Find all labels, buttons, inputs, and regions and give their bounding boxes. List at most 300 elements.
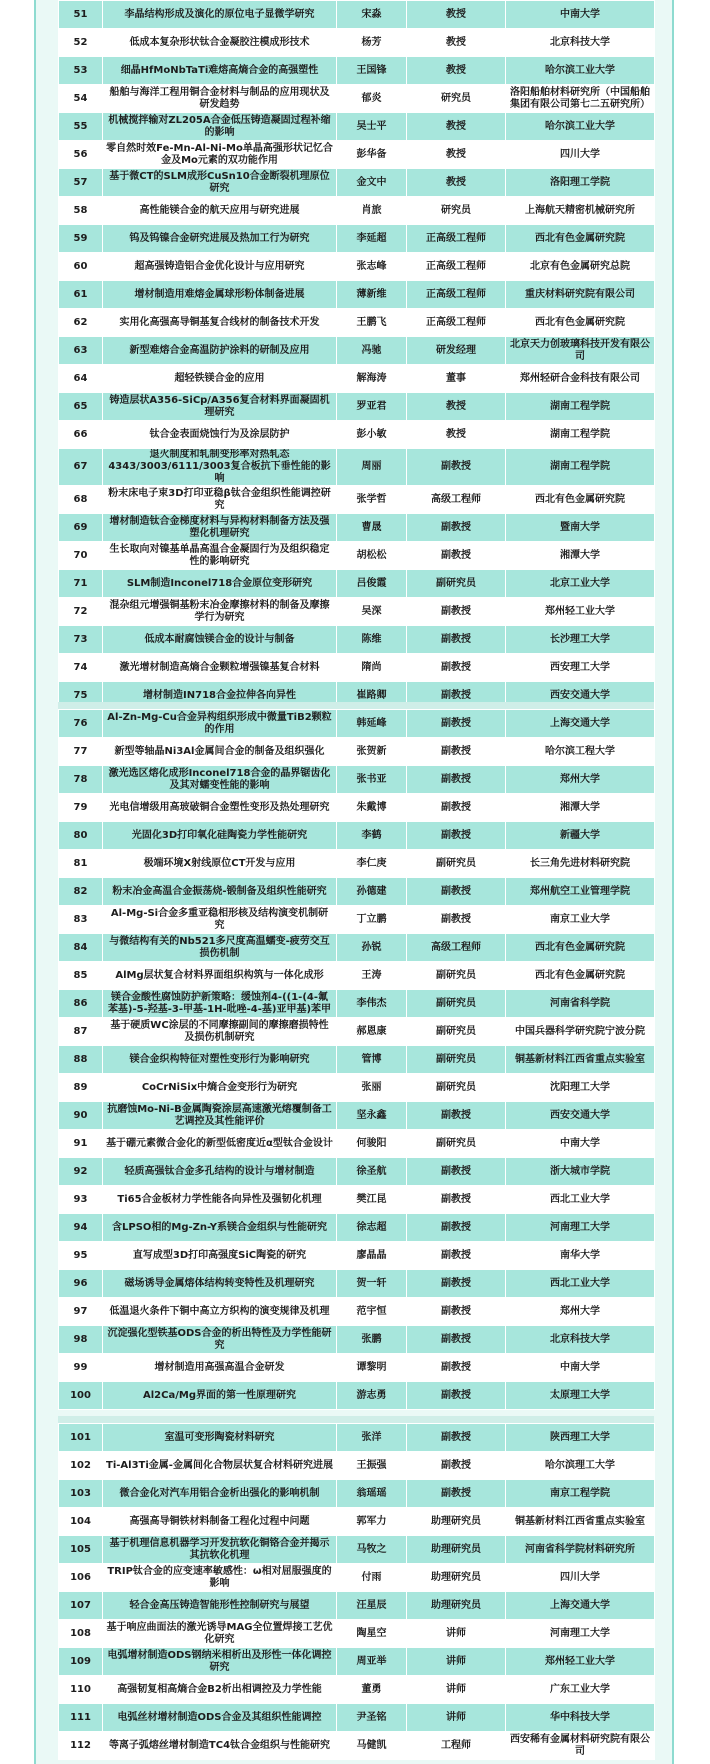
speaker-title: 副教授 (407, 794, 506, 822)
talk-title: 超轻铁镁合金的应用 (103, 365, 337, 393)
speaker-name: 李仁庚 (337, 850, 407, 878)
speaker-title: 教授 (407, 57, 506, 85)
talk-title: 沉淀强化型铁基ODS合金的析出特性及力学性能研究 (103, 1326, 337, 1354)
row-number: 51 (59, 1, 103, 29)
talk-title: 实用化高强高导铜基复合线材的制备技术开发 (103, 309, 337, 337)
speaker-name: 周丽 (337, 449, 407, 486)
talk-title: 超高强铸造铝合金优化设计与应用研究 (103, 253, 337, 281)
table-row (59, 197, 655, 225)
speaker-title: 助理研究员 (407, 1592, 506, 1620)
speaker-name: 徐圣航 (337, 1158, 407, 1186)
speaker-title: 副教授 (407, 682, 506, 710)
row-number: 74 (59, 654, 103, 682)
institution: 哈尔滨工业大学 (506, 113, 655, 141)
talk-title: 光固化3D打印氧化硅陶瓷力学性能研究 (103, 822, 337, 850)
talk-title: 直写成型3D打印高强度SiC陶瓷的研究 (103, 1242, 337, 1270)
talk-title: 船舶与海洋工程用铜合金材料与制品的应用现状及研发趋势 (103, 85, 337, 113)
row-number: 64 (59, 365, 103, 393)
speaker-title: 讲师 (407, 1704, 506, 1732)
speaker-name: 李伟杰 (337, 990, 407, 1018)
table-row (59, 850, 655, 878)
table-row (59, 393, 655, 421)
institution: 沈阳理工大学 (506, 1074, 655, 1102)
table-row (59, 1046, 655, 1074)
row-number: 89 (59, 1074, 103, 1102)
table-row (59, 990, 655, 1018)
row-number: 105 (59, 1536, 103, 1564)
row-number: 56 (59, 141, 103, 169)
talk-title: 高性能镁合金的航天应用与研究进展 (103, 197, 337, 225)
institution: 西北有色金属研究院 (506, 934, 655, 962)
speaker-title: 副教授 (407, 1382, 506, 1410)
speaker-title: 讲师 (407, 1648, 506, 1676)
talk-title: 零自然时效Fe-Mn-Al-Ni-Mo单晶高强形状记忆合金及Mo元素的双功能作用 (103, 141, 337, 169)
talk-title: 增材制造用高强高温合金研发 (103, 1354, 337, 1382)
row-number: 54 (59, 85, 103, 113)
institution: 河南省科学院材料研究所 (506, 1536, 655, 1564)
speaker-title: 副研究员 (407, 962, 506, 990)
institution: 南京工业大学 (506, 906, 655, 934)
speaker-title: 副研究员 (407, 850, 506, 878)
speaker-title: 正高级工程师 (407, 281, 506, 309)
speaker-title: 副教授 (407, 542, 506, 570)
institution: 湖南工程学院 (506, 421, 655, 449)
speaker-title: 副教授 (407, 878, 506, 906)
row-number: 70 (59, 542, 103, 570)
row-number: 94 (59, 1214, 103, 1242)
row-number: 100 (59, 1382, 103, 1410)
speaker-name: 尹圣铭 (337, 1704, 407, 1732)
speaker-name: 冯驰 (337, 337, 407, 365)
speaker-name: 隋尚 (337, 654, 407, 682)
talk-title: 李晶结构形成及演化的原位电子显微学研究 (103, 1, 337, 29)
table-row (59, 1592, 655, 1620)
row-number: 91 (59, 1130, 103, 1158)
section-divider (58, 1416, 654, 1423)
talk-title: 光电信增级用高玻破铜合金塑性变形及热处理研究 (103, 794, 337, 822)
speaker-title: 研发经理 (407, 337, 506, 365)
table-row (59, 878, 655, 906)
speaker-title: 副教授 (407, 449, 506, 486)
talk-table (58, 0, 655, 710)
row-number: 106 (59, 1564, 103, 1592)
institution: 湖南工程学院 (506, 393, 655, 421)
row-number: 112 (59, 1732, 103, 1760)
table-row (59, 822, 655, 850)
talk-title: 基于微CT的SLM成形CuSn10合金断裂机理原位研究 (103, 169, 337, 197)
speaker-title: 副教授 (407, 822, 506, 850)
row-number: 109 (59, 1648, 103, 1676)
speaker-title: 研究员 (407, 197, 506, 225)
speaker-name: 樊江昆 (337, 1186, 407, 1214)
speaker-title: 副研究员 (407, 990, 506, 1018)
table-row (59, 1424, 655, 1452)
table-row (59, 794, 655, 822)
row-number: 57 (59, 169, 103, 197)
institution: 西北工业大学 (506, 1270, 655, 1298)
speaker-name: 翁瑶瑶 (337, 1480, 407, 1508)
row-number: 65 (59, 393, 103, 421)
row-number: 98 (59, 1326, 103, 1354)
talk-title: 激光增材制造高熵合金颗粒增强镍基复合材料 (103, 654, 337, 682)
table-row (59, 514, 655, 542)
speaker-name: 王国锋 (337, 57, 407, 85)
speaker-name: 张丽 (337, 1074, 407, 1102)
institution: 哈尔滨理工大学 (506, 1452, 655, 1480)
talk-title: 钨及钨镍合金研究进展及热加工行为研究 (103, 225, 337, 253)
talk-title: 镁合金酸性腐蚀防护新策略：缓蚀剂4-((1-(4-氟苯基)-5-羟基-3-甲基-1H-吡唑-4-基)亚甲基)苯甲 (103, 990, 337, 1018)
speaker-name: 张鹏 (337, 1326, 407, 1354)
institution: 西北有色金属研究院 (506, 962, 655, 990)
speaker-title: 副教授 (407, 710, 506, 738)
table-row (59, 253, 655, 281)
talk-title: Al-Mg-Si合金多重亚稳相形核及结构演变机制研究 (103, 906, 337, 934)
speaker-title: 教授 (407, 393, 506, 421)
institution: 郑州大学 (506, 1298, 655, 1326)
talk-title: 磁场诱导金属熔体结构转变特性及机理研究 (103, 1270, 337, 1298)
speaker-title: 副教授 (407, 1102, 506, 1130)
institution: 中南大学 (506, 1354, 655, 1382)
talk-title: 增材制造用难熔金属球形粉体制备进展 (103, 281, 337, 309)
speaker-name: 宋淼 (337, 1, 407, 29)
row-number: 107 (59, 1592, 103, 1620)
talk-title: 高强高导铜铁材料制备工程化过程中问题 (103, 1508, 337, 1536)
row-number: 76 (59, 710, 103, 738)
table-section-1 (58, 0, 654, 710)
table-row (59, 1452, 655, 1480)
institution: 重庆材料研究院有限公司 (506, 281, 655, 309)
talk-title: 新型等轴晶Ni3Al金属间合金的制备及组织强化 (103, 738, 337, 766)
row-number: 97 (59, 1298, 103, 1326)
talk-title: 轻合金高压铸造智能形性控制研究与展望 (103, 1592, 337, 1620)
speaker-title: 助理研究员 (407, 1564, 506, 1592)
speaker-name: 郁炎 (337, 85, 407, 113)
speaker-title: 助理研究员 (407, 1508, 506, 1536)
institution: 洛阳理工学院 (506, 169, 655, 197)
speaker-name: 张贺新 (337, 738, 407, 766)
row-number: 111 (59, 1704, 103, 1732)
speaker-name: 肖旅 (337, 197, 407, 225)
row-number: 71 (59, 570, 103, 598)
row-number: 92 (59, 1158, 103, 1186)
institution: 长沙理工大学 (506, 626, 655, 654)
talk-title: Ti65合金板材力学性能各向异性及强韧化机理 (103, 1186, 337, 1214)
table-row (59, 598, 655, 626)
institution: 广东工业大学 (506, 1676, 655, 1704)
table-row (59, 1648, 655, 1676)
institution: 郑州轻工业大学 (506, 598, 655, 626)
row-number: 68 (59, 486, 103, 514)
institution: 北京科技大学 (506, 1326, 655, 1354)
institution: 郑州大学 (506, 766, 655, 794)
talk-title: TRIP钛合金的应变速率敏感性：ω相对屈服强度的影响 (103, 1564, 337, 1592)
institution: 南京工程学院 (506, 1480, 655, 1508)
speaker-name: 曹晟 (337, 514, 407, 542)
row-number: 53 (59, 57, 103, 85)
speaker-title: 正高级工程师 (407, 309, 506, 337)
speaker-title: 副研究员 (407, 1130, 506, 1158)
row-number: 90 (59, 1102, 103, 1130)
row-number: 63 (59, 337, 103, 365)
speaker-name: 吴深 (337, 598, 407, 626)
talk-title: Al-Zn-Mg-Cu合金异构组织形成中微量TiB2颗粒的作用 (103, 710, 337, 738)
table-row (59, 1298, 655, 1326)
speaker-name: 徐志超 (337, 1214, 407, 1242)
table-row (59, 449, 655, 486)
table-row (59, 1270, 655, 1298)
speaker-name: 孙锐 (337, 934, 407, 962)
speaker-name: 张志峰 (337, 253, 407, 281)
row-number: 108 (59, 1620, 103, 1648)
speaker-name: 孙德建 (337, 878, 407, 906)
row-number: 60 (59, 253, 103, 281)
speaker-title: 副研究员 (407, 570, 506, 598)
talk-title: 基于机理信息机器学习开发抗软化铜铬合金并揭示其抗软化机理 (103, 1536, 337, 1564)
talk-title: AlMg层状复合材料界面组织构筑与一体化成形 (103, 962, 337, 990)
table-row (59, 1620, 655, 1648)
talk-table (58, 709, 655, 1410)
speaker-name: 杨芳 (337, 29, 407, 57)
talk-title: 镁合金织构特征对塑性变形行为影响研究 (103, 1046, 337, 1074)
talk-title: 低成本复杂形状钛合金凝胶注模成形技术 (103, 29, 337, 57)
speaker-title: 副教授 (407, 1158, 506, 1186)
speaker-name: 薄新维 (337, 281, 407, 309)
table-row (59, 486, 655, 514)
speaker-title: 教授 (407, 1, 506, 29)
table-row (59, 421, 655, 449)
institution: 湘潭大学 (506, 542, 655, 570)
table-row (59, 1704, 655, 1732)
institution: 西安稀有金属材料研究院有限公司 (506, 1732, 655, 1760)
row-number: 103 (59, 1480, 103, 1508)
row-number: 81 (59, 850, 103, 878)
row-number: 61 (59, 281, 103, 309)
speaker-name: 范宇恒 (337, 1298, 407, 1326)
talk-title: 粉末床电子束3D打印亚稳β钛合金组织性能调控研究 (103, 486, 337, 514)
talk-title: 铸造层状A356-SiCp/A356复合材料界面凝固机理研究 (103, 393, 337, 421)
table-row (59, 169, 655, 197)
speaker-name: 付雨 (337, 1564, 407, 1592)
table-row (59, 1508, 655, 1536)
table-row (59, 766, 655, 794)
speaker-title: 教授 (407, 141, 506, 169)
institution: 陕西理工大学 (506, 1424, 655, 1452)
speaker-title: 副教授 (407, 1480, 506, 1508)
speaker-name: 崔路卿 (337, 682, 407, 710)
institution: 河南理工大学 (506, 1620, 655, 1648)
institution: 浙大城市学院 (506, 1158, 655, 1186)
row-number: 110 (59, 1676, 103, 1704)
speaker-name: 吴士平 (337, 113, 407, 141)
speaker-name: 何骏阳 (337, 1130, 407, 1158)
row-number: 73 (59, 626, 103, 654)
speaker-title: 副教授 (407, 738, 506, 766)
table-row (59, 57, 655, 85)
speaker-title: 正高级工程师 (407, 253, 506, 281)
speaker-name: 罗亚君 (337, 393, 407, 421)
speaker-title: 工程师 (407, 1732, 506, 1760)
section-divider (58, 702, 654, 709)
talk-title: 钛合金表面烧蚀行为及涂层防护 (103, 421, 337, 449)
speaker-title: 副研究员 (407, 1018, 506, 1046)
talk-title: 高强韧复相高熵合金B2析出相调控及力学性能 (103, 1676, 337, 1704)
talk-title: 电弧丝材增材制造ODS合金及其组织性能调控 (103, 1704, 337, 1732)
institution: 南华大学 (506, 1242, 655, 1270)
talk-title: 含LPSO相的Mg-Zn-Y系镁合金组织与性能研究 (103, 1214, 337, 1242)
institution: 西北有色金属研究院 (506, 486, 655, 514)
speaker-name: 张洋 (337, 1424, 407, 1452)
speaker-name: 周亚举 (337, 1648, 407, 1676)
table-row (59, 1074, 655, 1102)
talk-title: 极端环境X射线原位CT开发与应用 (103, 850, 337, 878)
table-row (59, 1564, 655, 1592)
speaker-title: 副教授 (407, 1326, 506, 1354)
table-row (59, 1186, 655, 1214)
speaker-title: 讲师 (407, 1620, 506, 1648)
institution: 西安理工大学 (506, 654, 655, 682)
table-row (59, 738, 655, 766)
row-number: 59 (59, 225, 103, 253)
talk-title: SLM制造Inconel718合金原位变形研究 (103, 570, 337, 598)
speaker-name: 彭小敏 (337, 421, 407, 449)
speaker-title: 副教授 (407, 1214, 506, 1242)
speaker-name: 马牧之 (337, 1536, 407, 1564)
institution: 西安交通大学 (506, 1102, 655, 1130)
row-number: 96 (59, 1270, 103, 1298)
table-row (59, 85, 655, 113)
table-section-2 (58, 709, 654, 1410)
table-row (59, 225, 655, 253)
table-row (59, 710, 655, 738)
speaker-name: 张书亚 (337, 766, 407, 794)
institution: 铜基新材料江西省重点实验室 (506, 1508, 655, 1536)
row-number: 58 (59, 197, 103, 225)
speaker-title: 副教授 (407, 1242, 506, 1270)
row-number: 95 (59, 1242, 103, 1270)
institution: 湘潭大学 (506, 794, 655, 822)
table-row (59, 337, 655, 365)
talk-title: 基于响应曲面法的激光诱导MAG全位置焊接工艺优化研究 (103, 1620, 337, 1648)
speaker-name: 王涛 (337, 962, 407, 990)
talk-title: 机械搅拌输对ZL205A合金低压铸造凝固过程补缩的影响 (103, 113, 337, 141)
table-row (59, 654, 655, 682)
table-row (59, 1214, 655, 1242)
institution: 郑州航空工业管理学院 (506, 878, 655, 906)
talk-title: Ti-Al3Ti金属-金属间化合物层状复合材料研究进展 (103, 1452, 337, 1480)
table-row (59, 1354, 655, 1382)
table-row (59, 1130, 655, 1158)
table-row (59, 1536, 655, 1564)
table-row (59, 1158, 655, 1186)
row-number: 80 (59, 822, 103, 850)
table-row (59, 1326, 655, 1354)
speaker-title: 正高级工程师 (407, 225, 506, 253)
speaker-title: 副教授 (407, 766, 506, 794)
talk-title: CoCrNiSix中熵合金变形行为研究 (103, 1074, 337, 1102)
talk-title: 基于硼元素微合金化的新型低密度近α型钛合金设计 (103, 1130, 337, 1158)
table-row (59, 1732, 655, 1760)
table-row (59, 1480, 655, 1508)
speaker-name: 丁立鹏 (337, 906, 407, 934)
institution: 上海交通大学 (506, 710, 655, 738)
table-row (59, 906, 655, 934)
row-number: 62 (59, 309, 103, 337)
institution: 四川大学 (506, 141, 655, 169)
speaker-name: 韩延峰 (337, 710, 407, 738)
speaker-title: 副教授 (407, 626, 506, 654)
speaker-title: 助理研究员 (407, 1536, 506, 1564)
institution: 西北有色金属研究院 (506, 225, 655, 253)
table-row (59, 365, 655, 393)
speaker-title: 副研究员 (407, 1074, 506, 1102)
talk-title: 抗磨蚀Mo-Ni-B金属陶瓷涂层高速激光熔覆制备工艺调控及其性能评价 (103, 1102, 337, 1130)
institution: 北京天力创玻璃科技开发有限公司 (506, 337, 655, 365)
institution: 北京有色金属研究总院 (506, 253, 655, 281)
institution: 中南大学 (506, 1130, 655, 1158)
table-row (59, 281, 655, 309)
row-number: 85 (59, 962, 103, 990)
institution: 北京工业大学 (506, 570, 655, 598)
speaker-name: 彭华备 (337, 141, 407, 169)
speaker-name: 吕俊霞 (337, 570, 407, 598)
row-number: 55 (59, 113, 103, 141)
speaker-name: 贺一轩 (337, 1270, 407, 1298)
institution: 长三角先进材料研究院 (506, 850, 655, 878)
speaker-name: 朱戴博 (337, 794, 407, 822)
talk-title: 退火制度和轧制变形率对热轧态4343/3003/6111/3003复合板抗下垂性能的影响 (103, 449, 337, 486)
talk-title: 混杂组元增强铜基粉末冶金摩擦材料的制备及摩擦学行为研究 (103, 598, 337, 626)
institution: 郑州轻研合金科技有限公司 (506, 365, 655, 393)
speaker-name: 郝恩康 (337, 1018, 407, 1046)
institution: 哈尔滨工程大学 (506, 738, 655, 766)
talk-title: 增材制造IN718合金拉伸各向异性 (103, 682, 337, 710)
institution: 河南理工大学 (506, 1214, 655, 1242)
row-number: 87 (59, 1018, 103, 1046)
row-number: 78 (59, 766, 103, 794)
row-number: 67 (59, 449, 103, 486)
institution: 中国兵器科学研究院宁波分院 (506, 1018, 655, 1046)
table-row (59, 309, 655, 337)
speaker-title: 副教授 (407, 1270, 506, 1298)
row-number: 93 (59, 1186, 103, 1214)
speaker-name: 坚永鑫 (337, 1102, 407, 1130)
talk-title: 增材制造钛合金梯度材料与异构材料制备方法及强塑化机理研究 (103, 514, 337, 542)
speaker-name: 游志勇 (337, 1382, 407, 1410)
institution: 新疆大学 (506, 822, 655, 850)
talk-table (58, 1423, 655, 1760)
institution: 上海交通大学 (506, 1592, 655, 1620)
talk-title: 与微结构有关的Nb521多尺度高温蠕变-疲劳交互损伤机制 (103, 934, 337, 962)
institution: 上海航天精密机械研究所 (506, 197, 655, 225)
speaker-title: 教授 (407, 113, 506, 141)
talk-title: 粉末冶金高温合金振荡烧-锻制备及组织性能研究 (103, 878, 337, 906)
institution: 华中科技大学 (506, 1704, 655, 1732)
talk-title: 低温退火条件下铜中高立方织构的演变规律及机理 (103, 1298, 337, 1326)
institution: 哈尔滨工业大学 (506, 57, 655, 85)
speaker-title: 副教授 (407, 1452, 506, 1480)
row-number: 52 (59, 29, 103, 57)
speaker-name: 李延超 (337, 225, 407, 253)
speaker-name: 王鹏飞 (337, 309, 407, 337)
row-number: 88 (59, 1046, 103, 1074)
speaker-name: 汪星辰 (337, 1592, 407, 1620)
speaker-title: 副教授 (407, 1424, 506, 1452)
row-number: 102 (59, 1452, 103, 1480)
institution: 太原理工大学 (506, 1382, 655, 1410)
talk-title: Al2Ca/Mg界面的第一性原理研究 (103, 1382, 337, 1410)
institution: 西北有色金属研究院 (506, 309, 655, 337)
row-number: 83 (59, 906, 103, 934)
